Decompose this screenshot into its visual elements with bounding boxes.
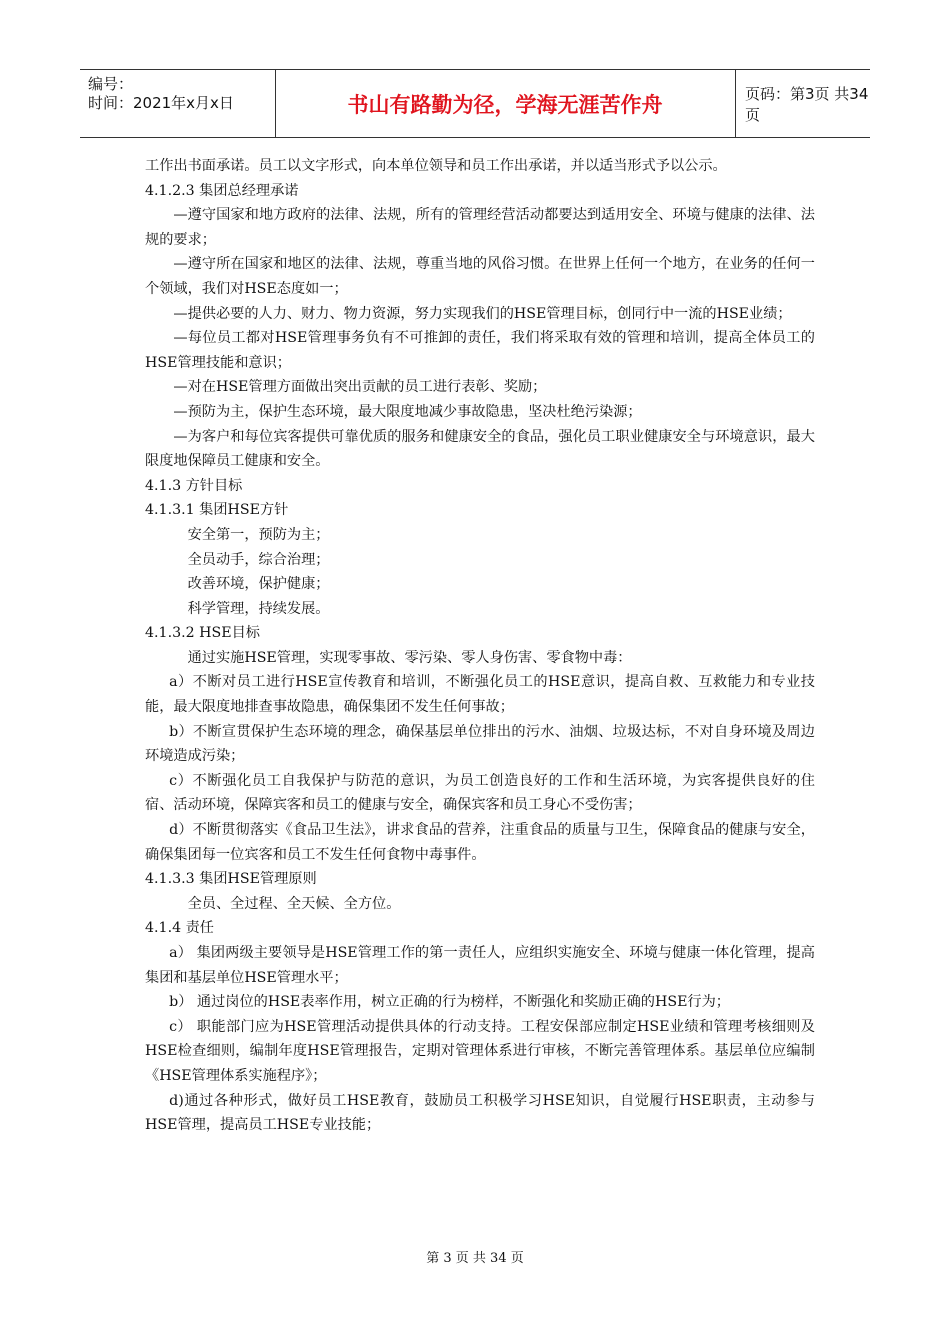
- goal-item: d）不断贯彻落实《食品卫生法》，讲求食品的营养，注重食品的质量与卫生，保障食品的健康与安全，确保集团每一位宾客和员工不发生任何食物中毒事件。: [145, 822, 815, 863]
- document-body: [145, 154, 815, 1138]
- commitment-item: —提供必要的人力、财力、物力资源，努力实现我们的HSE管理目标，创同行中一流的HSE业绩；: [173, 305, 792, 322]
- section-heading: 4.1.3.2 HSE目标: [145, 625, 260, 642]
- goal-item: b）不断宣贯保护生态环境的理念，确保基层单位排出的污水、油烟、垃圾达标，不对自身环境及周边环境造成污染；: [145, 723, 815, 765]
- goal-item: c）不断强化员工自我保护与防范的意识，为员工创造良好的工作和生活环境，为宾客提供良好的住宿、活动环境，保障宾客和员工的健康与安全，确保宾客和员工身心不受伤害；: [145, 772, 815, 814]
- policy-line: 全员动手，综合治理；: [187, 551, 330, 568]
- page-header: [80, 69, 870, 138]
- section-heading: 4.1.2.3 集团总经理承诺: [145, 182, 299, 199]
- section-heading: 4.1.3.1 集团HSE方针: [145, 502, 289, 519]
- policy-line: 科学管理，持续发展。: [187, 600, 330, 617]
- policy-line: 安全第一，预防为主；: [187, 526, 330, 543]
- document-number-label: 编号：: [88, 75, 134, 93]
- goal-item: a）不断对员工进行HSE宣传教育和培训，不断强化员工的HSE意识，提高自救、互救能力和专业技能，最大限度地排查事故隐患，确保集团不发生任何事故；: [145, 674, 815, 716]
- responsibility-item: d)通过各种形式，做好员工HSE教育，鼓励员工积极学习HSE知识，自觉履行HSE职责，主动参与HSE管理，提高员工HSE专业技能；: [145, 1092, 815, 1134]
- section-heading: 4.1.3.3 集团HSE管理原则: [145, 871, 317, 888]
- responsibility-item: b） 通过岗位的HSE表率作用，树立正确的行为榜样，不断强化和奖励正确的HSE行为；: [169, 994, 730, 1011]
- section-heading: 4.1.3 方针目标: [145, 477, 243, 494]
- header-info-cell: [80, 70, 276, 137]
- responsibility-item: a） 集团两级主要领导是HSE管理工作的第一责任人，应组织实施安全、环境与健康一体化管理，提高集团和基层单位HSE管理水平；: [145, 945, 815, 986]
- page-footer: 第 3 页 共 34 页: [426, 1251, 524, 1266]
- commitment-item: —对在HSE管理方面做出突出贡献的员工进行表彰、奖励；: [173, 379, 547, 396]
- principle-line: 全员、全过程、全天候、全方位。: [187, 895, 401, 912]
- paragraph: 工作出书面承诺。员工以文字形式，向本单位领导和员工作出承诺，并以适当形式予以公示。: [145, 158, 727, 174]
- responsibility-item: c） 职能部门应为HSE管理活动提供具体的行动支持。工程安保部应制定HSE业绩和管理考核细则及HSE检查细则，编制年度HSE管理报告，定期对管理体系进行审核，不断完善管理体系。基层单位应编制《HSE管理体系实施程序》；: [145, 1018, 815, 1084]
- policy-line: 改善环境，保护健康；: [187, 576, 330, 593]
- commitment-item: —为客户和每位宾客提供可靠优质的服务和健康安全的食品，强化员工职业健康安全与环境意识，最大限度地保障员工健康和安全。: [145, 428, 815, 470]
- commitment-item: —预防为主，保护生态环境，最大限度地减少事故隐患，坚决杜绝污染源；: [173, 403, 642, 420]
- document-time-label: 时间：2021年x月x日: [88, 94, 234, 112]
- commitment-item: —遵守所在国家和地区的法律、法规，尊重当地的风俗习惯。在世界上任何一个地方，在业务的任何一个领域，我们对HSE态度如一；: [145, 256, 815, 297]
- commitment-item: —遵守国家和地方政府的法律、法规，所有的管理经营活动都要达到适用安全、环境与健康的法律、法规的要求；: [145, 207, 815, 248]
- commitment-item: —每位员工都对HSE管理事务负有不可推卸的责任，我们将采取有效的管理和培训，提高全体员工的HSE管理技能和意识；: [145, 330, 815, 371]
- header-motto: 书山有路勤为径，学海无涯苦作舟: [275, 70, 736, 137]
- goal-intro: 通过实施HSE管理，实现零事故、零污染、零人身伤害、零食物中毒：: [187, 649, 632, 666]
- section-heading: 4.1.4 责任: [145, 920, 214, 937]
- header-page-number: 页码：第3页 共34页: [745, 84, 869, 124]
